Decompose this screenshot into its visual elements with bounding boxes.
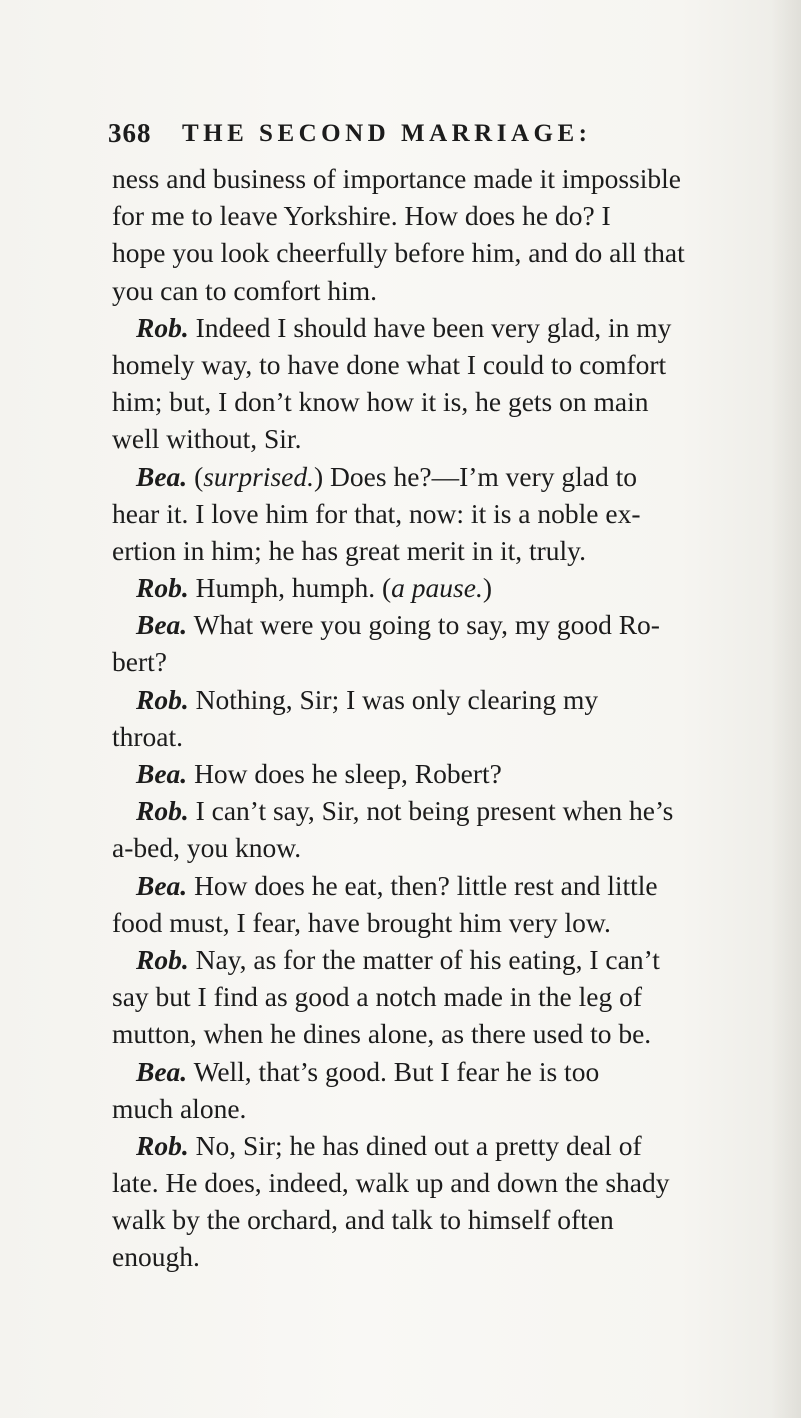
text-line: [112, 1201, 732, 1238]
speaker-name: Bea.: [136, 1055, 188, 1087]
text-line: [112, 1053, 732, 1090]
text-line: [112, 495, 732, 532]
line-text: food must, I fear, have brought him very low.: [112, 906, 611, 938]
stage-direction: surprised.: [203, 460, 315, 492]
text-line: [112, 1164, 732, 1201]
speaker-name: Rob.: [136, 683, 189, 715]
text-line: [112, 941, 732, 978]
line-text: walk by the orchard, and talk to himself often: [112, 1204, 614, 1236]
line-text: much alone.: [112, 1092, 247, 1124]
body-text: [112, 160, 732, 1276]
line-text: What were you going to say, my good Ro-: [187, 609, 660, 641]
line-text: late. He does, indeed, walk up and down the shady: [112, 1167, 670, 1199]
text-line: [112, 197, 732, 234]
stage-direction: a pause.: [391, 572, 483, 604]
text-line: [112, 309, 732, 346]
text-line: [112, 978, 732, 1015]
text-line: [112, 681, 732, 718]
speaker-name: Rob.: [136, 795, 189, 827]
line-text: No, Sir; he has dined out a pretty deal of: [188, 1129, 642, 1161]
text-line: [112, 272, 732, 309]
speaker-name: Rob.: [136, 943, 189, 975]
line-text: How does he eat, then? little rest and little: [187, 869, 658, 901]
text-line: [112, 792, 732, 829]
text-line: [112, 458, 732, 495]
line-text: for me to leave Yorkshire. How does he do? I: [112, 200, 611, 232]
text-line: [112, 867, 732, 904]
line-text: ): [482, 572, 492, 604]
line-text: Nay, as for the matter of his eating, I can’t: [188, 943, 660, 975]
line-text: mutton, when he dines alone, as there used to be.: [112, 1018, 652, 1050]
line-text: Humph, humph. (: [188, 572, 392, 604]
text-line: [112, 643, 732, 680]
text-line: [112, 904, 732, 941]
text-line: [112, 234, 732, 271]
line-text: hope you look cheerfully before him, and do all that: [112, 237, 685, 269]
line-text: throat.: [112, 720, 184, 752]
line-text: ertion in him; he has great merit in it, truly.: [112, 534, 587, 566]
line-text: ness and business of importance made it impossible: [112, 163, 682, 194]
speaker-name: Bea.: [136, 460, 188, 492]
line-text: say but I find as good a notch made in the leg of: [112, 981, 643, 1013]
text-line: [112, 606, 732, 643]
line-text: a-bed, you know.: [112, 832, 302, 864]
speaker-name: Rob.: [136, 1129, 189, 1161]
line-text: Well, that’s good. But I fear he is too: [187, 1055, 600, 1087]
page-number: 368: [108, 118, 152, 148]
text-line: [112, 1090, 732, 1127]
line-text: ) Does he?—I’m very glad to: [314, 460, 638, 492]
text-line: [112, 420, 732, 457]
page-edge-shadow: [771, 0, 801, 1418]
text-line: [112, 569, 732, 606]
text-line: [112, 755, 732, 792]
text-line: [112, 346, 732, 383]
text-line: [112, 829, 732, 866]
text-line: [112, 532, 732, 569]
speaker-name: Bea.: [136, 869, 188, 901]
text-line: [112, 383, 732, 420]
line-text: bert?: [112, 646, 167, 678]
text-line: [112, 718, 732, 755]
line-text: Nothing, Sir; I was only clearing my: [188, 683, 599, 715]
running-head: THE SECOND MARRIAGE:: [182, 120, 592, 147]
line-text: (: [187, 460, 204, 492]
line-text: him; but, I don’t know how it is, he gets on main: [112, 386, 649, 418]
line-text: How does he sleep, Robert?: [187, 758, 502, 789]
text-line: [112, 160, 732, 197]
page-header: [108, 118, 688, 158]
speaker-name: Rob.: [136, 311, 189, 343]
line-text: enough.: [112, 1241, 200, 1273]
text-line: [112, 1127, 732, 1164]
line-text: Indeed I should have been very glad, in my: [188, 311, 672, 343]
line-text: hear it. I love him for that, now: it is a noble ex-: [112, 497, 641, 529]
line-text: you can to comfort him.: [112, 274, 378, 306]
speaker-name: Rob.: [136, 572, 189, 604]
text-line: [112, 1238, 732, 1275]
speaker-name: Bea.: [136, 758, 188, 789]
line-text: I can’t say, Sir, not being present when he’s: [188, 795, 674, 827]
line-text: well without, Sir.: [112, 423, 302, 455]
speaker-name: Bea.: [136, 609, 188, 641]
text-line: [112, 1015, 732, 1052]
line-text: homely way, to have done what I could to comfort: [112, 348, 667, 380]
